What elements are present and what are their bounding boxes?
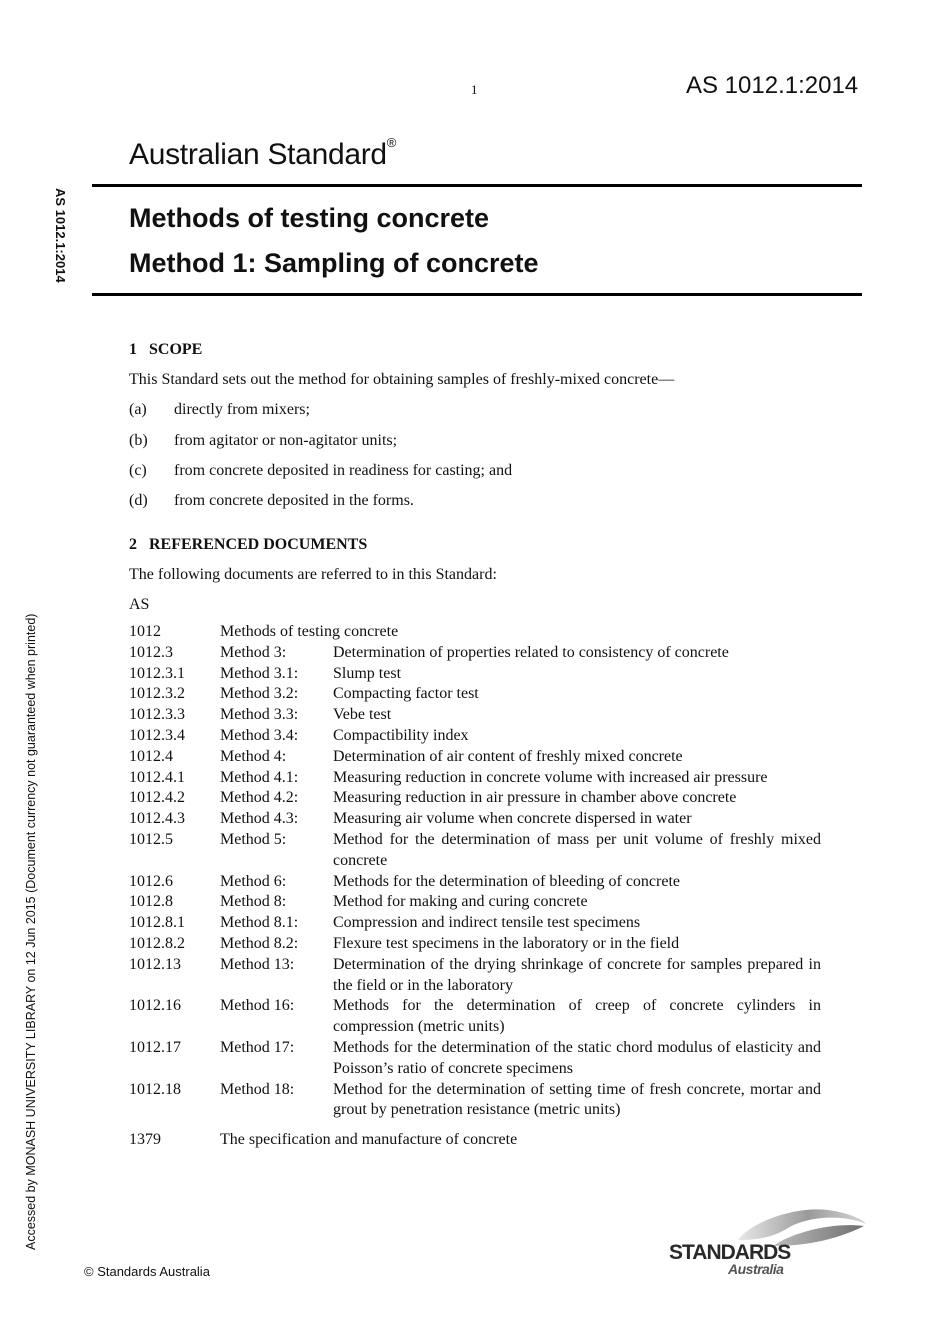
ref-number: 1012.8.2 bbox=[129, 934, 185, 952]
ref-method: Method 17: bbox=[220, 1038, 295, 1056]
ref-method: Method 16: bbox=[220, 997, 295, 1015]
table-row bbox=[129, 1080, 821, 1122]
table-row bbox=[129, 705, 821, 726]
ref-method: Method 4.3: bbox=[220, 810, 299, 828]
ref-number: 1012.3.4 bbox=[129, 726, 185, 744]
table-row bbox=[129, 788, 821, 809]
ref-method: Method 4.1: bbox=[220, 768, 299, 786]
ref-description: Methods for the determination of creep of concrete cylinders in compression (metric units) bbox=[333, 997, 821, 1036]
list-item bbox=[129, 401, 310, 419]
table-row bbox=[129, 684, 821, 705]
ref-description: Measuring reduction in air pressure in chamber above concrete bbox=[333, 789, 737, 807]
ref-method: Method 5: bbox=[220, 830, 287, 848]
table-row bbox=[129, 643, 821, 664]
ref-description: Determination of air content of freshly mixed concrete bbox=[333, 747, 683, 765]
ref-method: Method 3.3: bbox=[220, 706, 299, 724]
list-item bbox=[129, 492, 414, 510]
ref-number: 1012.4 bbox=[129, 747, 173, 765]
ref-description: Compacting factor test bbox=[333, 685, 479, 703]
list-item-text: directly from mixers; bbox=[174, 401, 310, 418]
table-row bbox=[129, 913, 821, 934]
ref-description: Method for the determination of setting time of fresh concrete, mortar and grout by penetration resistance (metric units) bbox=[333, 1080, 821, 1119]
list-item-text: from agitator or non-agitator units; bbox=[174, 432, 398, 449]
ref-method: Method 8: bbox=[220, 893, 287, 911]
ref-method: Method 8.1: bbox=[220, 914, 299, 932]
referenced-heading-number: 2 bbox=[129, 536, 137, 553]
list-item bbox=[129, 462, 512, 480]
ref-description: Method for making and curing concrete bbox=[333, 893, 588, 911]
ref-method: Method 6: bbox=[220, 872, 287, 890]
ref-number: 1012.8 bbox=[129, 893, 173, 911]
ref-description: Measuring reduction in concrete volume with increased air pressure bbox=[333, 768, 768, 786]
ref-description: Compression and indirect tensile test specimens bbox=[333, 914, 641, 932]
ref-description: Slump test bbox=[333, 664, 402, 682]
ref-method: Method 3: bbox=[220, 643, 287, 661]
list-item-text: from concrete deposited in the forms. bbox=[174, 492, 414, 509]
list-item-label: (a) bbox=[129, 401, 147, 418]
scope-intro: This Standard sets out the method for obtaining samples of freshly-mixed concrete— bbox=[129, 371, 675, 388]
table-row bbox=[129, 747, 821, 768]
ref-number: 1012.4.2 bbox=[129, 789, 185, 807]
title-rule-bottom bbox=[92, 293, 862, 296]
copyright-notice: © Standards Australia bbox=[84, 1264, 210, 1279]
standards-australia-logo bbox=[668, 1206, 868, 1282]
list-item bbox=[129, 432, 397, 450]
list-item-label: (c) bbox=[129, 462, 147, 479]
ref-number: 1012.3 bbox=[129, 643, 173, 661]
list-item-text: from concrete deposited in readiness for casting; and bbox=[174, 462, 513, 479]
ref-number: 1012.3.1 bbox=[129, 664, 185, 682]
page-number: 1 bbox=[471, 82, 478, 97]
ref-method: Method 3.1: bbox=[220, 664, 299, 682]
table-row bbox=[129, 809, 821, 830]
referenced-intro: The following documents are referred to in this Standard: bbox=[129, 566, 497, 583]
table-row bbox=[129, 726, 821, 747]
ref-method: Method 4.2: bbox=[220, 789, 299, 807]
table-row bbox=[129, 664, 821, 685]
referenced-heading-text: REFERENCED DOCUMENTS bbox=[149, 536, 368, 553]
referenced-heading bbox=[129, 536, 367, 554]
ref-number: 1012.16 bbox=[129, 997, 181, 1015]
table-row bbox=[129, 830, 821, 872]
table-row bbox=[129, 872, 821, 893]
table-row bbox=[129, 1121, 821, 1151]
ref-description: Measuring air volume when concrete dispersed in water bbox=[333, 810, 692, 828]
ref-description: Method for the determination of mass per unit volume of freshly mixed concrete bbox=[333, 830, 821, 869]
scope-heading bbox=[129, 341, 202, 359]
ref-number: 1012.13 bbox=[129, 955, 181, 973]
logo-primary-text: STANDARDS bbox=[669, 1241, 791, 1264]
list-item-label: (d) bbox=[129, 492, 148, 509]
table-row bbox=[129, 996, 821, 1038]
ref-method: Method 3.4: bbox=[220, 726, 299, 744]
ref-number: 1012.4.1 bbox=[129, 768, 185, 786]
scope-heading-text: SCOPE bbox=[149, 341, 203, 358]
ref-number: 1012 bbox=[129, 623, 161, 640]
ref-number: 1012.6 bbox=[129, 872, 173, 890]
referenced-prefix: AS bbox=[129, 596, 150, 613]
ref-title: Methods of testing concrete bbox=[220, 623, 399, 640]
logo-secondary-text: Australia bbox=[728, 1261, 784, 1277]
table-row bbox=[129, 955, 821, 997]
spine-label: AS 1012.1:2014 bbox=[53, 188, 68, 283]
ref-method: Method 13: bbox=[220, 955, 295, 973]
table-row bbox=[129, 768, 821, 789]
access-notice: Accessed by MONASH UNIVERSITY LIBRARY on 12 Jun 2015 (Document currency not guaranteed when printed) bbox=[24, 613, 38, 1250]
ref-number: 1012.5 bbox=[129, 830, 173, 848]
ref-description: Vebe test bbox=[333, 706, 392, 724]
table-row bbox=[129, 1038, 821, 1080]
ref-method: Method 8.2: bbox=[220, 934, 299, 952]
registered-mark: ® bbox=[386, 135, 397, 150]
ref-description: Methods for the determination of the static chord modulus of elasticity and Poisson’s ratio of concrete specimens bbox=[333, 1038, 821, 1077]
ref-method: Method 18: bbox=[220, 1080, 295, 1098]
standard-code: AS 1012.1:2014 bbox=[686, 72, 859, 99]
ref-number: 1012.17 bbox=[129, 1038, 181, 1056]
table-row bbox=[129, 622, 821, 643]
list-item-label: (b) bbox=[129, 432, 148, 449]
brand-title bbox=[129, 135, 397, 172]
ref-method: Method 3.2: bbox=[220, 685, 299, 703]
title-line-1: Methods of testing concrete bbox=[129, 203, 490, 233]
ref-number: 1012.8.1 bbox=[129, 914, 185, 932]
ref-method: Method 4: bbox=[220, 747, 287, 765]
title-line-2: Method 1: Sampling of concrete bbox=[129, 248, 539, 278]
ref-number: 1012.18 bbox=[129, 1080, 181, 1098]
table-row bbox=[129, 934, 821, 955]
ref-description: Methods for the determination of bleeding of concrete bbox=[333, 872, 680, 890]
ref-title: The specification and manufacture of concrete bbox=[220, 1131, 518, 1149]
ref-description: Compactibility index bbox=[333, 726, 469, 744]
scope-heading-number: 1 bbox=[129, 341, 137, 358]
brand-title-text: Australian Standard bbox=[129, 138, 387, 171]
ref-number: 1012.4.3 bbox=[129, 810, 185, 828]
title-rule-top bbox=[92, 184, 862, 187]
ref-number: 1012.3.3 bbox=[129, 706, 185, 724]
ref-description: Determination of the drying shrinkage of concrete for samples prepared in the field or in the laboratory bbox=[333, 955, 821, 994]
ref-number: 1012.3.2 bbox=[129, 685, 185, 703]
document-title bbox=[129, 203, 539, 279]
reference-table bbox=[129, 622, 821, 1151]
ref-number: 1379 bbox=[129, 1131, 161, 1149]
ref-description: Flexure test specimens in the laboratory or in the field bbox=[333, 934, 680, 952]
table-row bbox=[129, 892, 821, 913]
ref-description: Determination of properties related to consistency of concrete bbox=[333, 643, 729, 661]
